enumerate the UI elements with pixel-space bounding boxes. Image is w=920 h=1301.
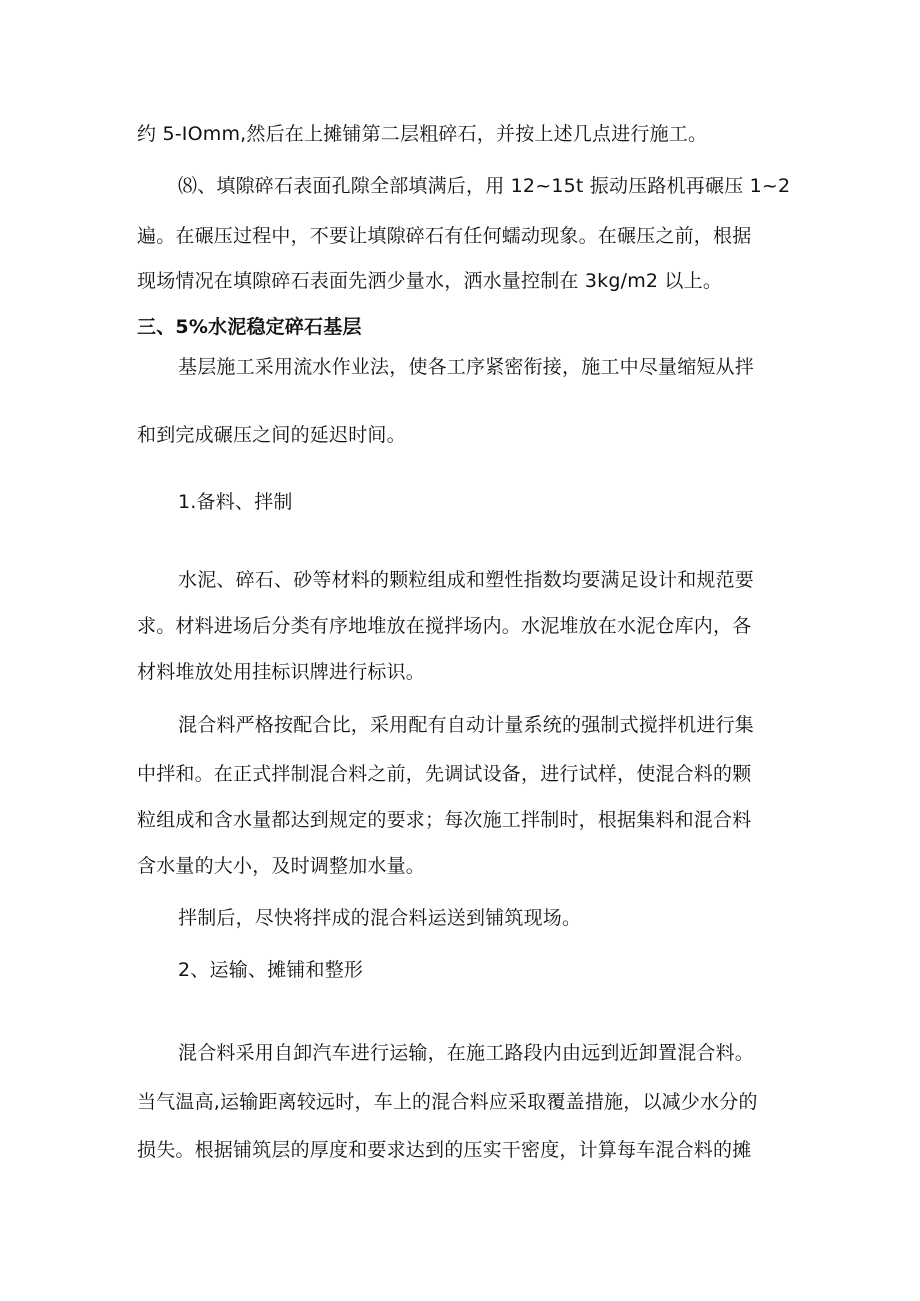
text-line: 当气温高,运输距离较远时，车上的混合料应采取覆盖措施，以减少水分的 <box>137 1091 758 1113</box>
text-line: 遍。在碾压过程中，不要让填隙碎石有任何蠕动现象。在碾压之前，根据 <box>137 225 752 247</box>
text-line: 水泥、碎石、砂等材料的颗粒组成和塑性指数均要满足设计和规范要 <box>178 569 755 591</box>
text-line: 损失。根据铺筑层的厚度和要求达到的压实干密度，计算每车混合料的摊 <box>137 1139 752 1161</box>
text-line: 基层施工采用流水作业法，使各工序紧密衔接，施工中尽量缩短从拌 <box>178 356 755 378</box>
text-line: 求。材料进场后分类有序地堆放在搅拌场内。水泥堆放在水泥仓库内，各 <box>137 615 752 637</box>
text-line: 混合料采用自卸汽车进行运输，在施工路段内由远到近卸置混合料。 <box>178 1042 755 1064</box>
text-line: 和到完成碾压之间的延迟时间。 <box>137 424 406 446</box>
text-line: 粒组成和含水量都达到规定的要求；每次施工拌制时，根据集料和混合料 <box>137 809 752 831</box>
text-line: 约 5-IOmm,然后在上摊铺第二层粗碎石，并按上述几点进行施工。 <box>137 123 708 145</box>
subsection-heading: 1.备料、拌制 <box>178 491 293 513</box>
section-heading: 三、5%水泥稳定碎石基层 <box>137 316 362 338</box>
text-line: 含水量的大小，及时调整加水量。 <box>137 855 426 877</box>
text-line: 中拌和。在正式拌制混合料之前，先调试设备，进行试样，使混合料的颗 <box>137 763 752 785</box>
text-line: 现场情况在填隙碎石表面先洒少量水，洒水量控制在 3kg∕m2 以上。 <box>137 270 723 292</box>
text-line: 材料堆放处用挂标识牌进行标识。 <box>137 661 426 683</box>
text-line: ⑻、填隙碎石表面孔隙全部填满后，用 12~15t 振动压路机再碾压 1~2 <box>178 175 791 197</box>
text-line: 混合料严格按配合比，采用配有自动计量系统的强制式搅拌机进行集 <box>178 714 755 736</box>
text-line: 拌制后，尽快将拌成的混合料运送到铺筑现场。 <box>178 907 582 929</box>
subsection-heading: 2、运输、摊铺和整形 <box>178 959 364 981</box>
